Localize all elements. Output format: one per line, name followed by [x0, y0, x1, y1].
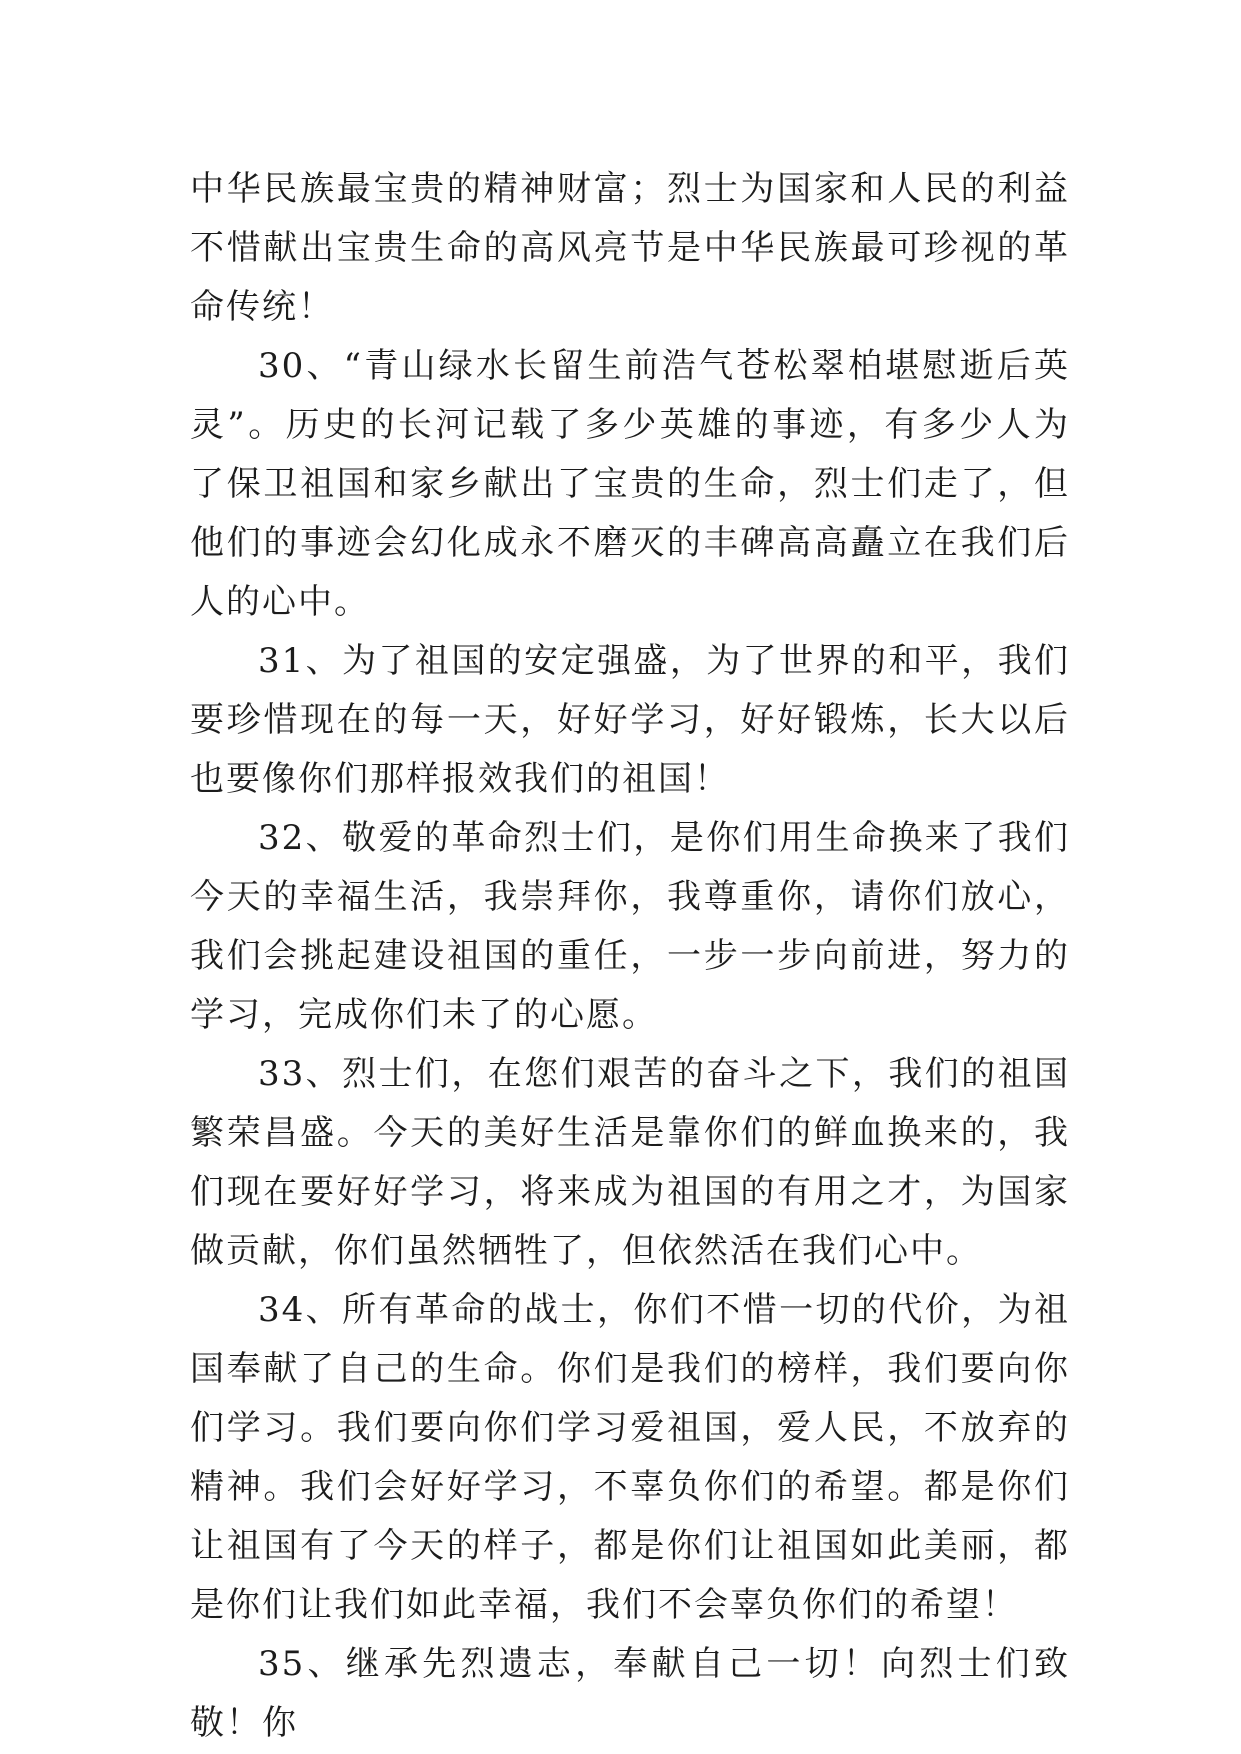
paragraph-34: 34、所有革命的战士，你们不惜一切的代价，为祖国奉献了自己的生命。你们是我们的榜样，我们要向你们学习。我们要向你们学习爱祖国，爱人民，不放弃的精神。我们会好好学习，不辜负你们的希望。都是你们让祖国有了今天的样子，都是你们让祖国如此美丽，都是你们让我们如此幸福，我们不会辜负你们的希望！ — [190, 1290, 1070, 1625]
paragraph-32: 32、敬爱的革命烈士们，是你们用生命换来了我们今天的幸福生活，我崇拜你，我尊重你，请你们放心，我们会挑起建设祖国的重任，一步一步向前进，努力的学习，完成你们未了的心愿。 — [190, 818, 1070, 1035]
document-body — [190, 160, 1070, 1753]
paragraph-33: 33、烈士们，在您们艰苦的奋斗之下，我们的祖国繁荣昌盛。今天的美好生活是靠你们的鲜血换来的，我们现在要好好学习，将来成为祖国的有用之才，为国家做贡献，你们虽然牺牲了，但依然活在我们心中。 — [190, 1054, 1070, 1271]
paragraph-30: 30、“青山绿水长留生前浩气苍松翠柏堪慰逝后英灵”。历史的长河记载了多少英雄的事迹，有多少人为了保卫祖国和家乡献出了宝贵的生命，烈士们走了，但他们的事迹会幻化成永不磨灭的丰碑高高矗立在我们后人的心中。 — [190, 346, 1070, 622]
paragraph-31: 31、为了祖国的安定强盛，为了世界的和平，我们要珍惜现在的每一天，好好学习，好好锻炼，长大以后也要像你们那样报效我们的祖国！ — [190, 641, 1070, 799]
paragraph: 中华民族最宝贵的精神财富；烈士为国家和人民的利益不惜献出宝贵生命的高风亮节是中华民族最可珍视的革命传统！ — [190, 169, 1070, 327]
paragraph-35: 35、继承先烈遗志，奉献自己一切！向烈士们致敬！你 — [190, 1644, 1070, 1743]
